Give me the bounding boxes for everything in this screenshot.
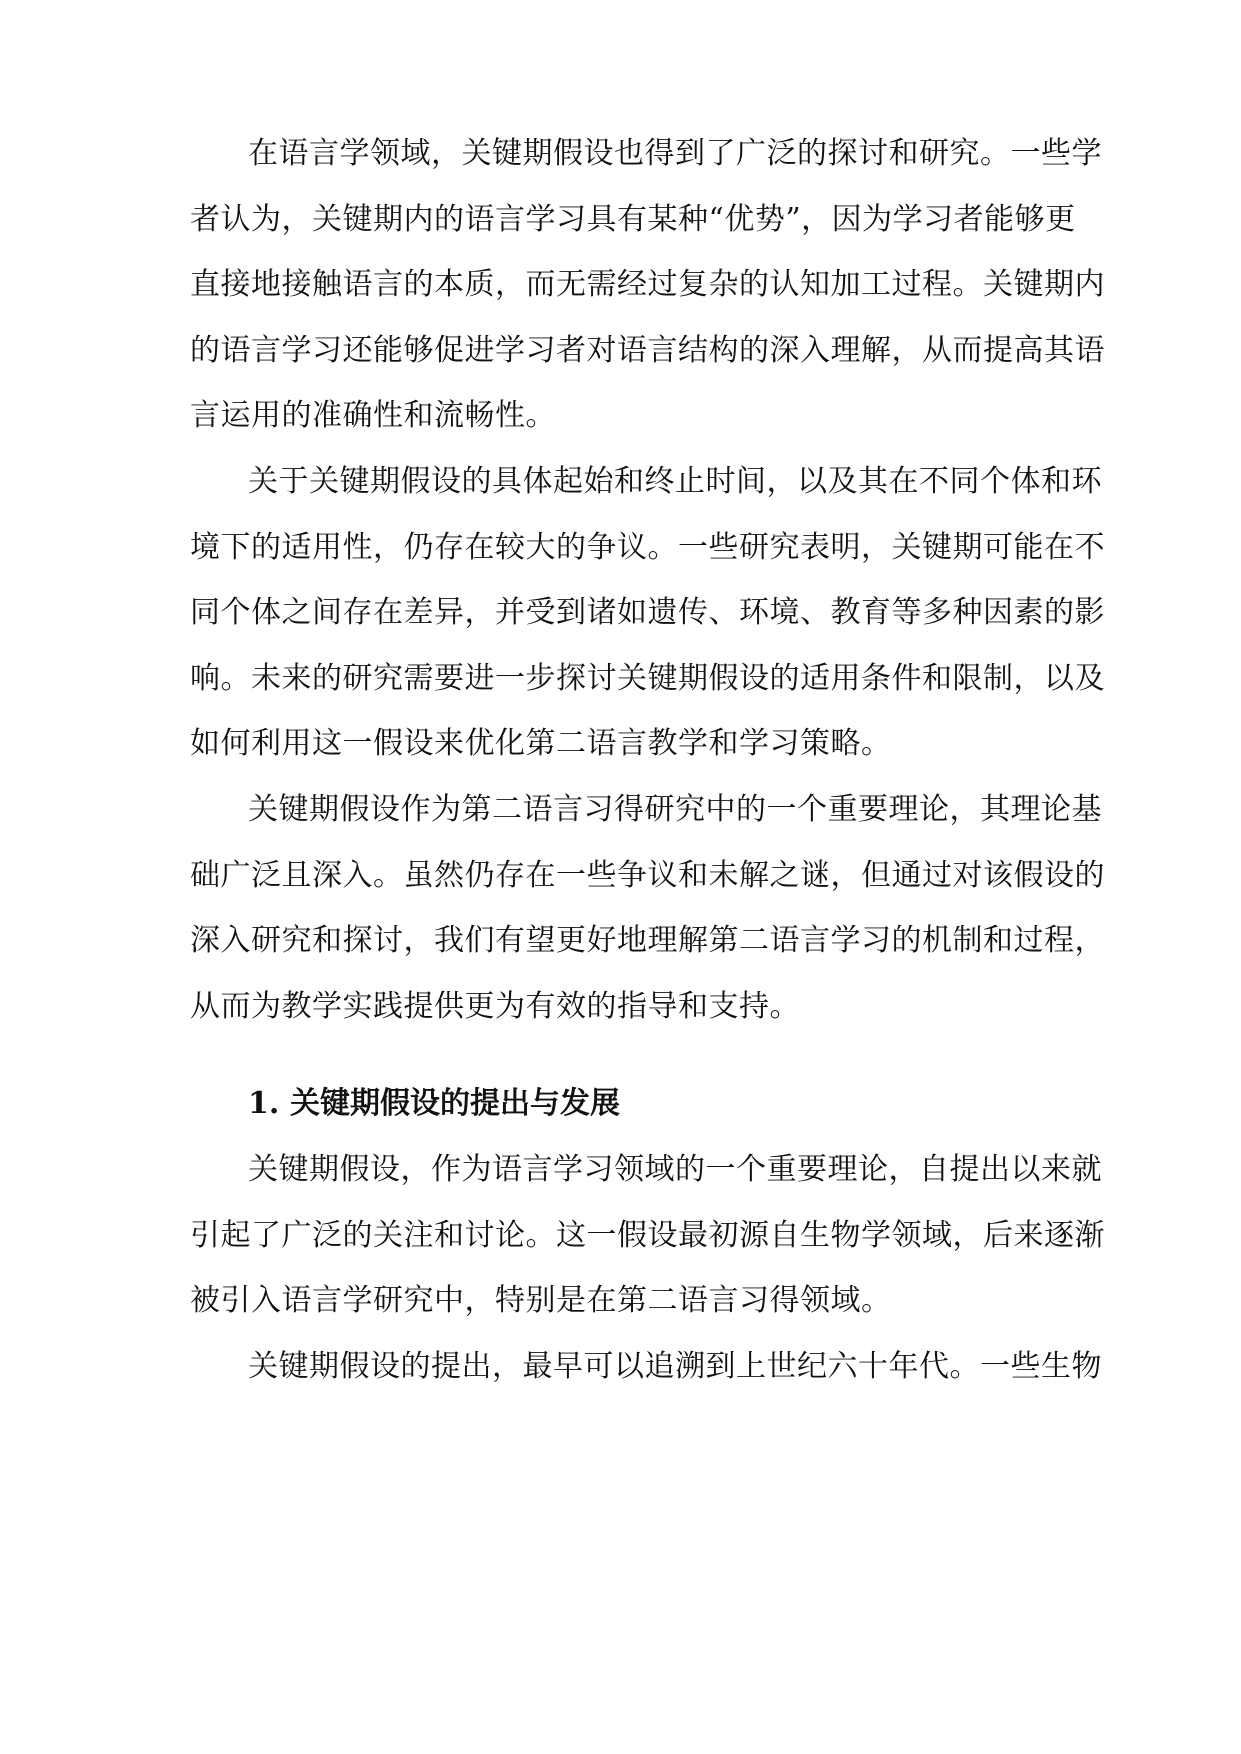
paragraph-line: 者认为，关键期内的语言学习具有某种“优势”，因为学习者能够更 (190, 202, 1076, 237)
paragraph-line: 引起了广泛的关注和讨论。这一假设最初源自生物学领域，后来逐渐 (190, 1218, 1105, 1253)
paragraph-line: 关键期假设的提出，最早可以追溯到上世纪六十年代。一些生物 (248, 1349, 1102, 1384)
paragraph-line: 深入研究和探讨，我们有望更好地理解第二语言学习的机制和过程， (190, 923, 1105, 958)
section-title: 关键期假设的提出与发展 (290, 1086, 620, 1121)
section-number: 1. (248, 1086, 280, 1121)
paragraph-line: 言运用的准确性和流畅性。 (190, 398, 556, 433)
paragraph-line: 直接地接触语言的本质，而无需经过复杂的认知加工过程。关键期内 (190, 267, 1105, 302)
paragraph-line: 响。未来的研究需要进一步探讨关键期假设的适用条件和限制，以及 (190, 661, 1105, 696)
paragraph-line: 如何利用这一假设来优化第二语言教学和学习策略。 (190, 726, 892, 761)
paragraph-line: 从而为教学实践提供更为有效的指导和支持。 (190, 989, 800, 1024)
paragraph-line: 关键期假设作为第二语言习得研究中的一个重要理论，其理论基 (248, 792, 1102, 827)
paragraph-line: 础广泛且深入。虽然仍存在一些争议和未解之谜，但通过对该假设的 (190, 858, 1105, 893)
paragraph-line: 同个体之间存在差异，并受到诸如遗传、环境、教育等多种因素的影 (190, 595, 1105, 630)
paragraph-line: 关键期假设，作为语言学习领域的一个重要理论，自提出以来就 (248, 1152, 1102, 1187)
paragraph-line: 在语言学领域，关键期假设也得到了广泛的探讨和研究。一些学 (248, 136, 1102, 171)
paragraph-line: 被引入语言学研究中，特别是在第二语言习得领域。 (190, 1283, 892, 1318)
paragraph-line: 境下的适用性，仍存在较大的争议。一些研究表明，关键期可能在不 (190, 530, 1105, 565)
section-heading (248, 1084, 620, 1124)
paragraph-line: 关于关键期假设的具体起始和终止时间，以及其在不同个体和环 (248, 464, 1102, 499)
paragraph-line: 的语言学习还能够促进学习者对语言结构的深入理解，从而提高其语 (190, 333, 1105, 368)
